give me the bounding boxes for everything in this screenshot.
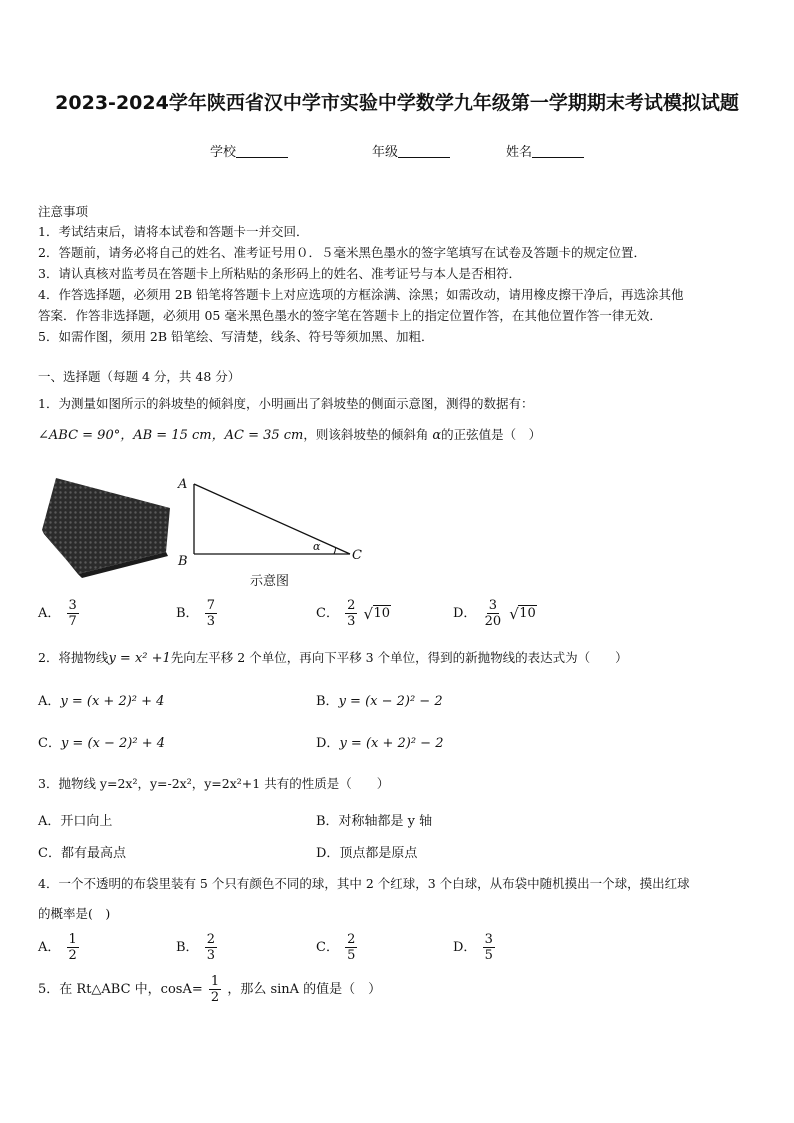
q2-pre: 2．将抛物线 [38, 650, 109, 665]
q4-option-d [453, 932, 497, 963]
sqrt-symbol: √ 10 [363, 605, 391, 623]
q4-option-b [176, 932, 219, 963]
denominator: 5 [484, 948, 493, 963]
fraction [67, 598, 79, 629]
fraction [205, 932, 217, 963]
vertex-c-label: C [352, 548, 362, 563]
q1-given: ∠ABC = 90°，AB = 15 cm，AC = 35 cm [38, 428, 304, 443]
q1-tail2: 的正弦值是（ ） [441, 427, 542, 442]
denominator: 5 [347, 948, 356, 963]
angle-alpha-label: α [313, 540, 321, 553]
grade-label: 年级 [372, 145, 399, 160]
denominator: 3 [347, 614, 356, 629]
option-label: D． [316, 736, 340, 751]
numerator: 2 [206, 932, 215, 947]
q4-stem-line2: 的概率是( ) [38, 906, 111, 921]
option-label: C． [38, 736, 61, 751]
option-expr: y = (x + 2)² + 4 [60, 694, 165, 709]
q1-given-line [38, 425, 541, 446]
q2-expr: y = x² +1 [108, 651, 171, 666]
q1-stem: 1．为测量如图所示的斜坡垫的倾斜度，小明画出了斜坡垫的侧面示意图，测得的数据有： [38, 396, 534, 411]
denominator: 20 [484, 614, 502, 629]
fraction [345, 932, 357, 963]
fraction [209, 974, 221, 1005]
option-label: C． [316, 606, 339, 621]
q3-option-b: B．对称轴都是 y 轴 [316, 814, 433, 829]
q1-option-c [316, 598, 391, 629]
q4-stem-line1: 4．一个不透明的布袋里装有 5 个只有颜色不同的球，其中 2 个红球，3 个白球，从布袋中随机摸出一个球，摸出红球 [38, 876, 690, 891]
fraction [205, 598, 217, 629]
denominator: 3 [206, 948, 215, 963]
q3-stem: 3．抛物线 y=2x²，y=-2x²，y=2x²+1 共有的性质是（ ） [38, 776, 390, 791]
radicand: 10 [519, 606, 536, 621]
notice-item: 答案．作答非选择题，必须用 05 毫米黑色墨水的签字笔在答题卡上的指定位置作答，在其他位置作答一律无效． [38, 308, 662, 323]
notice-item: 5．如需作图，须用 2B 铅笔绘、写清楚，线条、符号等须加黑、加粗． [38, 329, 434, 344]
q2-option-c [38, 732, 165, 751]
q5-pre: 5．在 Rt△ABC 中，cosA= [38, 982, 203, 997]
alpha-symbol: α [432, 428, 442, 443]
notice-item: 1．考试结束后，请将本试卷和答题卡一并交回． [38, 224, 309, 239]
option-label: C． [316, 940, 339, 955]
slope-pad-photo [38, 470, 178, 580]
name-label: 姓名 [506, 145, 533, 160]
school-blank [236, 145, 288, 158]
fraction [483, 598, 504, 629]
q5-stem [38, 974, 381, 1005]
q1-option-d [453, 598, 537, 629]
denominator: 2 [68, 948, 77, 963]
option-label: D． [453, 606, 477, 621]
fraction [483, 932, 495, 963]
q2-option-b [316, 690, 443, 709]
q4-option-c [316, 932, 359, 963]
numerator: 3 [488, 598, 497, 613]
fraction [345, 598, 357, 629]
q2-post: 先向左平移 2 个单位，再向下平移 3 个单位，得到的新抛物线的表达式为（ ） [170, 650, 628, 665]
grade-blank [398, 145, 450, 158]
option-expr: y = (x − 2)² − 2 [338, 694, 443, 709]
option-label: A． [38, 606, 61, 621]
school-field [210, 141, 288, 160]
option-label: A． [38, 694, 61, 709]
page-title: 2023-2024学年陕西省汉中学市实验中学数学九年级第一学期期末考试模拟试题 [55, 92, 739, 114]
q4-option-a [38, 932, 81, 963]
notice-heading: 注意事项 [38, 204, 89, 219]
option-label: B． [176, 606, 199, 621]
section-heading: 一、选择题（每题 4 分，共 48 分） [38, 369, 241, 384]
option-expr: y = (x + 2)² − 2 [339, 736, 444, 751]
q2-stem [38, 648, 628, 669]
numerator: 3 [68, 598, 77, 613]
vertex-a-label: A [178, 477, 188, 492]
name-field [506, 141, 584, 160]
q3-option-c: C．都有最高点 [38, 846, 126, 861]
option-expr: y = (x − 2)² + 4 [60, 736, 165, 751]
q2-option-d [316, 732, 443, 751]
radicand: 10 [373, 606, 391, 621]
school-label: 学校 [210, 145, 237, 160]
numerator: 2 [347, 932, 356, 947]
q2-option-a [38, 690, 164, 709]
vertex-b-label: B [178, 554, 188, 569]
denominator: 7 [68, 614, 77, 629]
numerator: 7 [206, 598, 215, 613]
notice-item: 3．请认真核对监考员在答题卡上所粘贴的条形码上的姓名、准考证号与本人是否相符． [38, 266, 521, 281]
name-blank [532, 145, 584, 158]
denominator: 3 [206, 614, 215, 629]
q5-post: ，那么 sinA 的值是（ ） [227, 982, 382, 997]
q3-option-a: A．开口向上 [38, 814, 113, 829]
numerator: 2 [347, 598, 356, 613]
sqrt-symbol: √ 10 [509, 605, 536, 623]
numerator: 1 [68, 932, 77, 947]
option-label: D． [453, 940, 477, 955]
option-label: B． [316, 694, 339, 709]
q3-option-d: D．顶点都是原点 [316, 846, 418, 861]
fraction [67, 932, 79, 963]
option-label: A． [38, 940, 61, 955]
numerator: 3 [484, 932, 493, 947]
diagram-caption: 示意图 [250, 574, 290, 589]
denominator: 2 [210, 990, 220, 1005]
grade-field [372, 141, 450, 160]
option-label: B． [176, 940, 199, 955]
q1-tail: ，则该斜坡垫的倾斜角 [303, 427, 429, 442]
q1-option-b [176, 598, 219, 629]
q1-option-a [38, 598, 81, 629]
notice-item: 4．作答选择题，必须用 2B 铅笔将答题卡上对应选项的方框涂满、涂黑；如需改动，请用橡皮擦干净后，再选涂其他 [38, 287, 684, 302]
numerator: 1 [210, 974, 220, 989]
notice-item: 2．答题前，请务必将自己的姓名、准考证号用０．５毫米黑色墨水的签字笔填写在试卷及答题卡的规定位置． [38, 245, 646, 260]
